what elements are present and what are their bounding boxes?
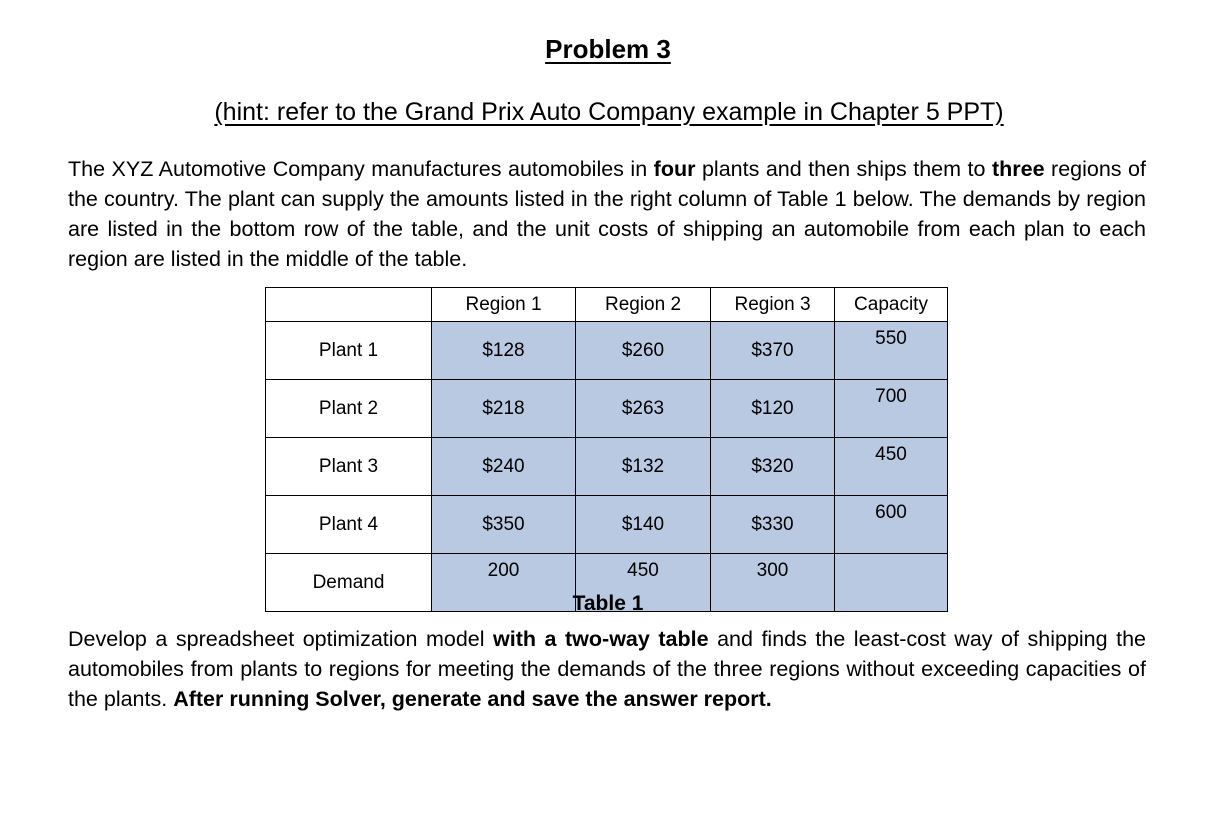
demand-cell: 300: [711, 554, 835, 612]
cost-cell: $240: [432, 438, 576, 496]
intro-paragraph: [68, 154, 1146, 274]
intro-bold-three: three: [991, 157, 1045, 181]
demand-cell: 450: [576, 554, 711, 612]
intro-text-3: regions of the country. The plant can supply the amounts listed in the right column of Table 1 below. The demands by region are listed in the bottom row of the table, and the unit costs of shipping an automobile from each plan to each region are listed in the middle of the table.: [68, 157, 1146, 271]
table-row-plant-2: [266, 380, 948, 438]
capacity-cell: 700: [835, 380, 948, 438]
task-bold-1: with a two-way table: [493, 627, 709, 651]
cost-cell: $218: [432, 380, 576, 438]
task-paragraph: [68, 624, 1146, 714]
cost-cell: $132: [576, 438, 711, 496]
cost-cell: $140: [576, 496, 711, 554]
task-text-1: Develop a spreadsheet optimization model: [68, 627, 494, 651]
task-bold-2: After running Solver, generate and save the answer report.: [173, 687, 772, 711]
cost-cell: $370: [711, 322, 835, 380]
header-region-1: Region 1: [432, 288, 576, 322]
capacity-cell: 550: [835, 322, 948, 380]
page-title: Problem 3: [545, 34, 671, 64]
row-label: Plant 1: [266, 322, 432, 380]
intro-text-2: plants and then ships them to: [695, 157, 992, 181]
intro-text-1: The XYZ Automotive Company manufactures automobiles in: [68, 157, 654, 181]
table-row-plant-3: [266, 438, 948, 496]
demand-cell: 200: [432, 554, 576, 612]
capacity-cell: 600: [835, 496, 948, 554]
row-label: Plant 3: [266, 438, 432, 496]
cost-cell: $260: [576, 322, 711, 380]
row-label: Demand: [266, 554, 432, 612]
task-text-2: and finds the least-cost way of shipping the automobiles from plants to regions for meeting the demands of the three regions without exceeding capacities of the plants.: [68, 627, 1146, 711]
header-region-2: Region 2: [576, 288, 711, 322]
cost-cell: $320: [711, 438, 835, 496]
intro-bold-four: four: [653, 157, 696, 181]
cost-cell: $120: [711, 380, 835, 438]
cost-cell: $350: [432, 496, 576, 554]
header-capacity: Capacity: [835, 288, 948, 322]
shipping-cost-table: [265, 287, 948, 612]
table-row-plant-1: [266, 322, 948, 380]
table-header-row: [266, 288, 948, 322]
table-row-plant-4: [266, 496, 948, 554]
row-label: Plant 2: [266, 380, 432, 438]
hint-line: (hint: refer to the Grand Prix Auto Company example in Chapter 5 PPT): [214, 98, 1004, 126]
cost-cell: $128: [432, 322, 576, 380]
header-corner: [266, 288, 432, 322]
row-label: Plant 4: [266, 496, 432, 554]
cost-cell: $263: [576, 380, 711, 438]
cost-cell: $330: [711, 496, 835, 554]
capacity-cell: 450: [835, 438, 948, 496]
table-caption: Table 1: [572, 592, 644, 615]
header-region-3: Region 3: [711, 288, 835, 322]
